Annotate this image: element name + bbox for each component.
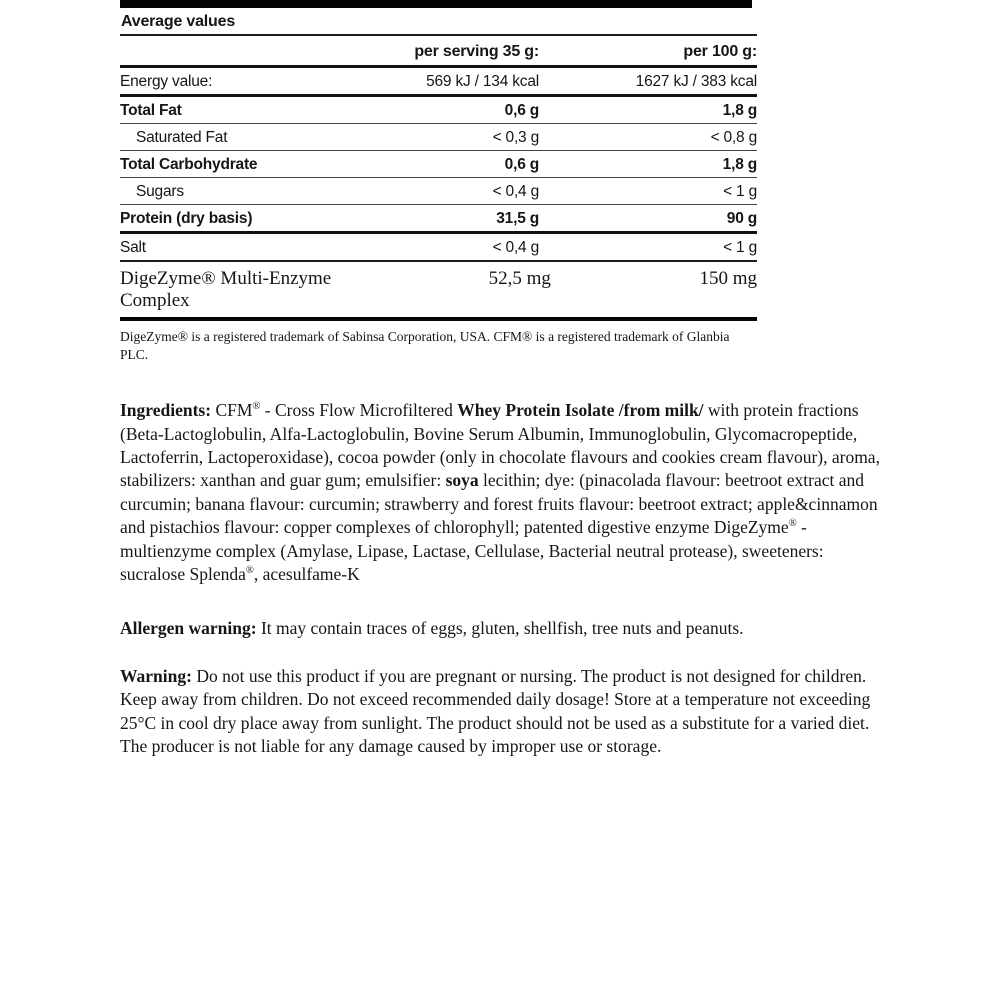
text-segment: lecithin; dye: (pinacolada flavour: beetroot extract and curcumin; banana flavour: curcumin; strawberry and forest fruits flavour: beetroot extract; apple&cinnamon and pistachios flavour: copper complexes of chlorophyll; patented digestive enzyme DigeZyme xyxy=(120,470,878,538)
text-segment: - multienzyme complex (Amylase, Lipase, Lactase, Cellulase, Bacterial neutral protease), sweeteners: sucralose Splenda xyxy=(120,517,824,584)
value-per-100g: 150 mg xyxy=(699,268,758,289)
value-per-100g: 1,8 g xyxy=(722,155,757,173)
value-per-100g: < 1 g xyxy=(723,238,757,256)
value-per-100g: 90 g xyxy=(726,209,757,227)
value-per-serving: 31,5 g xyxy=(496,209,539,227)
text-segment: CFM xyxy=(211,400,253,421)
table-title: Average values xyxy=(120,8,757,36)
text-segment: Do not use this product if you are pregnant or nursing. The product is not designed for children. Keep away from children. Do not exceed recommended daily dosage! Store at a temperature not exceeding 25°C in cool dry place away from sunlight. The product should not be used as a substitute for a varied diet. The producer is not liable for any damage caused by improper use or storage. xyxy=(120,665,871,756)
table-row xyxy=(120,68,757,97)
ingredients-paragraph xyxy=(120,399,882,586)
text-segment: - Cross Flow Microfiltered xyxy=(260,400,458,421)
text-segment: with protein fractions (Beta-Lactoglobulin, Alfa-Lactoglobulin, Bovine Serum Albumin, Immunoglobulin, Glycomacropeptide, Lactoferrin, Lactoperoxidase), cocoa powder (only in chocolate flavours and cookies cream flavour), aroma, stabilizers: xanthan and guar gum; emulsifier: xyxy=(120,400,880,491)
table-row xyxy=(120,151,757,178)
row-label: Total Fat xyxy=(120,101,182,119)
row-label: Protein (dry basis) xyxy=(120,209,253,227)
value-per-serving: < 0,3 g xyxy=(492,128,539,146)
text-segment: It may contain traces of eggs, gluten, shellfish, tree nuts and peanuts. xyxy=(256,618,744,639)
value-per-serving: < 0,4 g xyxy=(492,238,539,256)
nutrition-rows xyxy=(120,68,757,321)
table-row xyxy=(120,205,757,234)
value-per-100g: 1627 kJ / 383 kcal xyxy=(635,72,757,90)
value-per-serving: 569 kJ / 134 kcal xyxy=(426,72,539,90)
value-per-serving: 0,6 g xyxy=(504,155,539,173)
table-row xyxy=(120,124,757,151)
table-header-row xyxy=(120,36,757,68)
table-row xyxy=(120,234,757,262)
value-per-serving: 52,5 mg xyxy=(488,268,551,289)
registered-trademark-symbol: ® xyxy=(252,401,261,413)
header-per-serving: per serving 35 g: xyxy=(414,43,539,60)
value-per-100g: 1,8 g xyxy=(722,101,757,119)
text-segment: Warning: xyxy=(120,665,192,686)
row-label: Energy value: xyxy=(120,72,213,90)
row-label: Salt xyxy=(120,238,146,256)
value-per-serving: < 0,4 g xyxy=(492,182,539,200)
allergen-warning-paragraph xyxy=(120,617,882,640)
row-label: Sugars xyxy=(136,182,184,200)
trademark-footnote: DigeZyme® is a registered trademark of Sabinsa Corporation, USA. CFM® is a registered trademark of Glanbia PLC. xyxy=(120,329,730,362)
header-per-100g: per 100 g: xyxy=(683,43,757,60)
table-row xyxy=(120,97,757,124)
text-segment: , acesulfame-K xyxy=(253,563,360,584)
table-row xyxy=(120,178,757,205)
text-segment: Allergen warning: xyxy=(120,618,257,639)
warning-paragraph xyxy=(120,665,882,759)
row-label: Total Carbohydrate xyxy=(120,155,258,173)
text-segment: soya xyxy=(445,470,479,491)
table-row xyxy=(120,262,757,321)
registered-trademark-symbol: ® xyxy=(788,518,797,530)
top-black-bar xyxy=(120,0,752,8)
text-segment: Whey Protein Isolate /from milk/ xyxy=(457,400,704,421)
row-label: Saturated Fat xyxy=(136,128,228,146)
value-per-100g: < 1 g xyxy=(723,182,757,200)
nutrition-table xyxy=(120,0,757,363)
text-segment: Ingredients: xyxy=(120,400,212,421)
row-label: DigeZyme® Multi-Enzyme Complex xyxy=(120,268,332,311)
registered-trademark-symbol: ® xyxy=(245,565,254,577)
value-per-100g: < 0,8 g xyxy=(710,128,757,146)
value-per-serving: 0,6 g xyxy=(504,101,539,119)
